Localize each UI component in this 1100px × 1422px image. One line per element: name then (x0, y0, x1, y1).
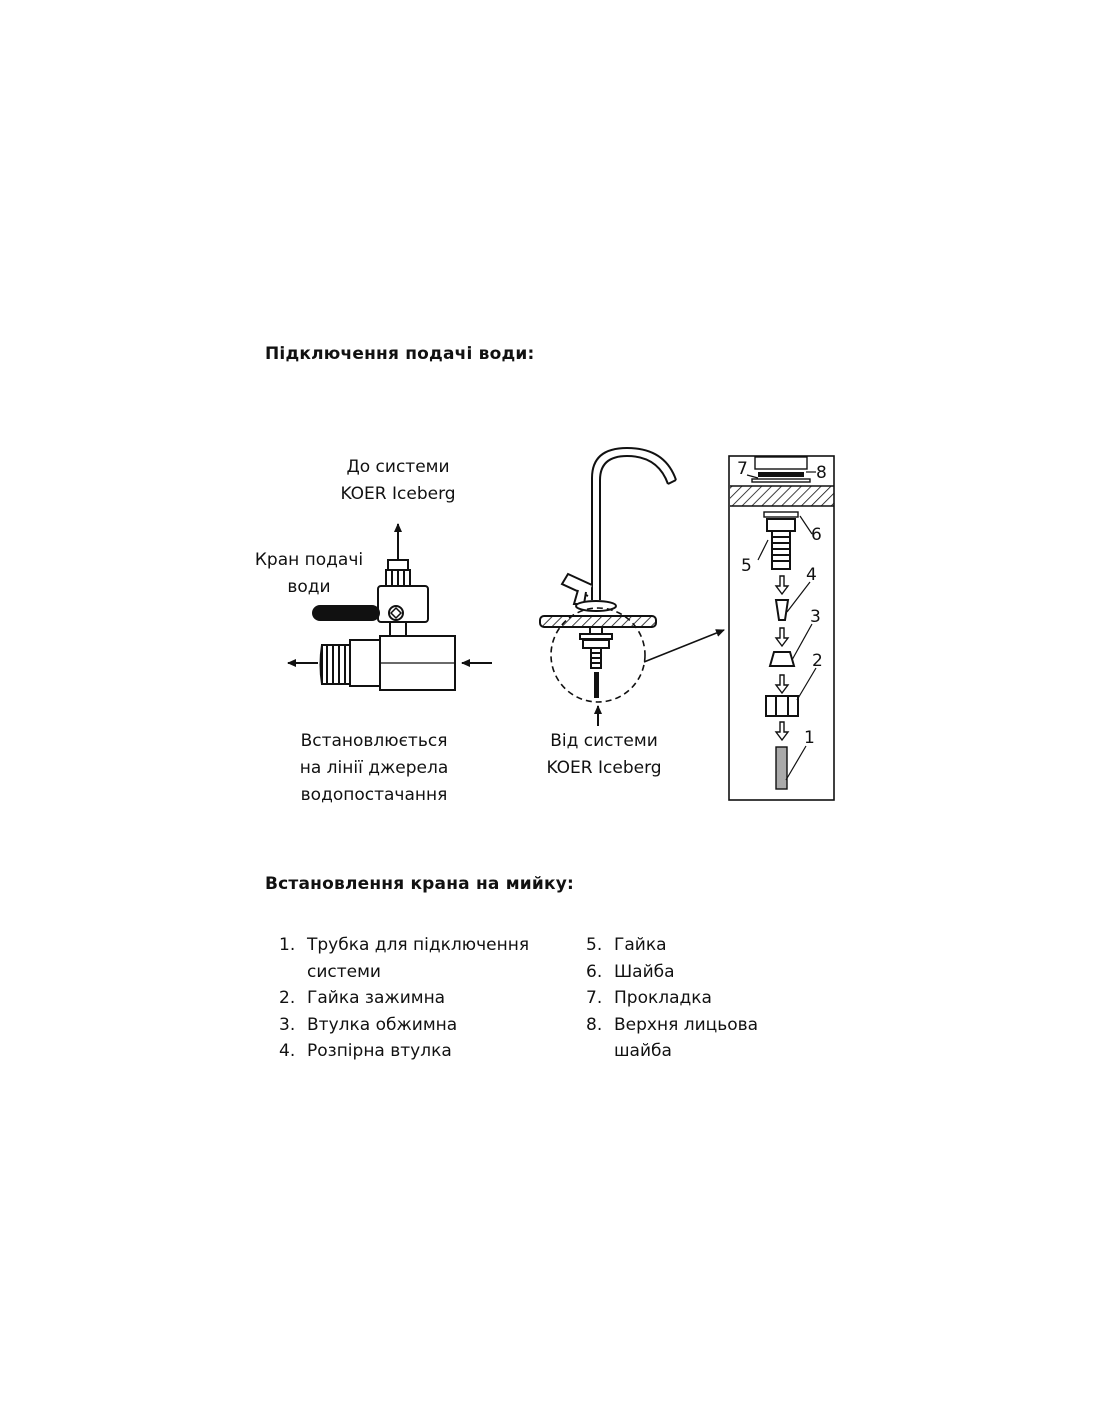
to-system-line1: До системи (346, 457, 450, 477)
callout-4: 4 (806, 565, 817, 585)
list-item (279, 1038, 569, 1065)
list-item (586, 1012, 786, 1065)
from-system-line2: KOER Iceberg (546, 758, 662, 778)
valve-line1: Кран подачі (254, 550, 364, 570)
callout-1: 1 (804, 728, 815, 748)
list-item-text: Трубка для підключення системи (307, 935, 530, 982)
callout-3: 3 (810, 607, 821, 627)
valve-line2: води (287, 577, 331, 597)
list-item (586, 959, 786, 986)
list-item-text: Гайка зажимна (307, 988, 446, 1009)
list-item-number: 3. (279, 1014, 296, 1035)
list-item-number: 1. (279, 935, 296, 955)
list-item (279, 985, 569, 1012)
list-item (279, 1012, 569, 1039)
callout-7: 7 (737, 459, 748, 479)
faucet-install-heading: Встановлення крана на мийку: (265, 874, 575, 894)
callout-5: 5 (741, 556, 752, 576)
list-item-number: 7. (586, 988, 603, 1009)
callout-6: 6 (811, 525, 822, 545)
callout-8: 8 (816, 463, 827, 483)
to-system-label (328, 454, 468, 508)
installed-on-line-label (284, 728, 464, 809)
list-item (586, 932, 786, 959)
callout-2: 2 (812, 651, 823, 671)
list-item-text: Розпірна втулка (307, 1041, 452, 1062)
list-item-number: 8. (586, 1014, 603, 1035)
list-item (586, 985, 786, 1012)
parts-list-right (586, 932, 786, 1065)
faucet-drawing (540, 448, 724, 726)
from-system-label (534, 728, 674, 782)
list-item (279, 932, 569, 985)
installed-line2: на лінії джерела (299, 758, 449, 778)
exploded-detail-drawing (729, 456, 834, 800)
list-item-text: Втулка обжимна (307, 1014, 458, 1035)
list-item-text: Шайба (614, 961, 675, 982)
from-system-line1: Від системи (550, 731, 658, 751)
installed-line3: водопостачання (300, 785, 448, 805)
to-system-line2: KOER Iceberg (340, 484, 456, 504)
list-item-number: 2. (279, 988, 296, 1009)
list-item-number: 5. (586, 935, 603, 955)
list-item-number: 6. (586, 961, 603, 982)
water-supply-heading: Підключення подачі води: (265, 344, 535, 364)
installed-line1: Встановлюється (300, 731, 448, 751)
list-item-text: Гайка (614, 935, 667, 955)
list-item-number: 4. (279, 1041, 296, 1062)
parts-list-left (279, 932, 569, 1065)
list-item-text: Верхня лицьова шайба (614, 1014, 759, 1062)
list-item-text: Прокладка (614, 988, 712, 1009)
valve-label (248, 547, 370, 601)
